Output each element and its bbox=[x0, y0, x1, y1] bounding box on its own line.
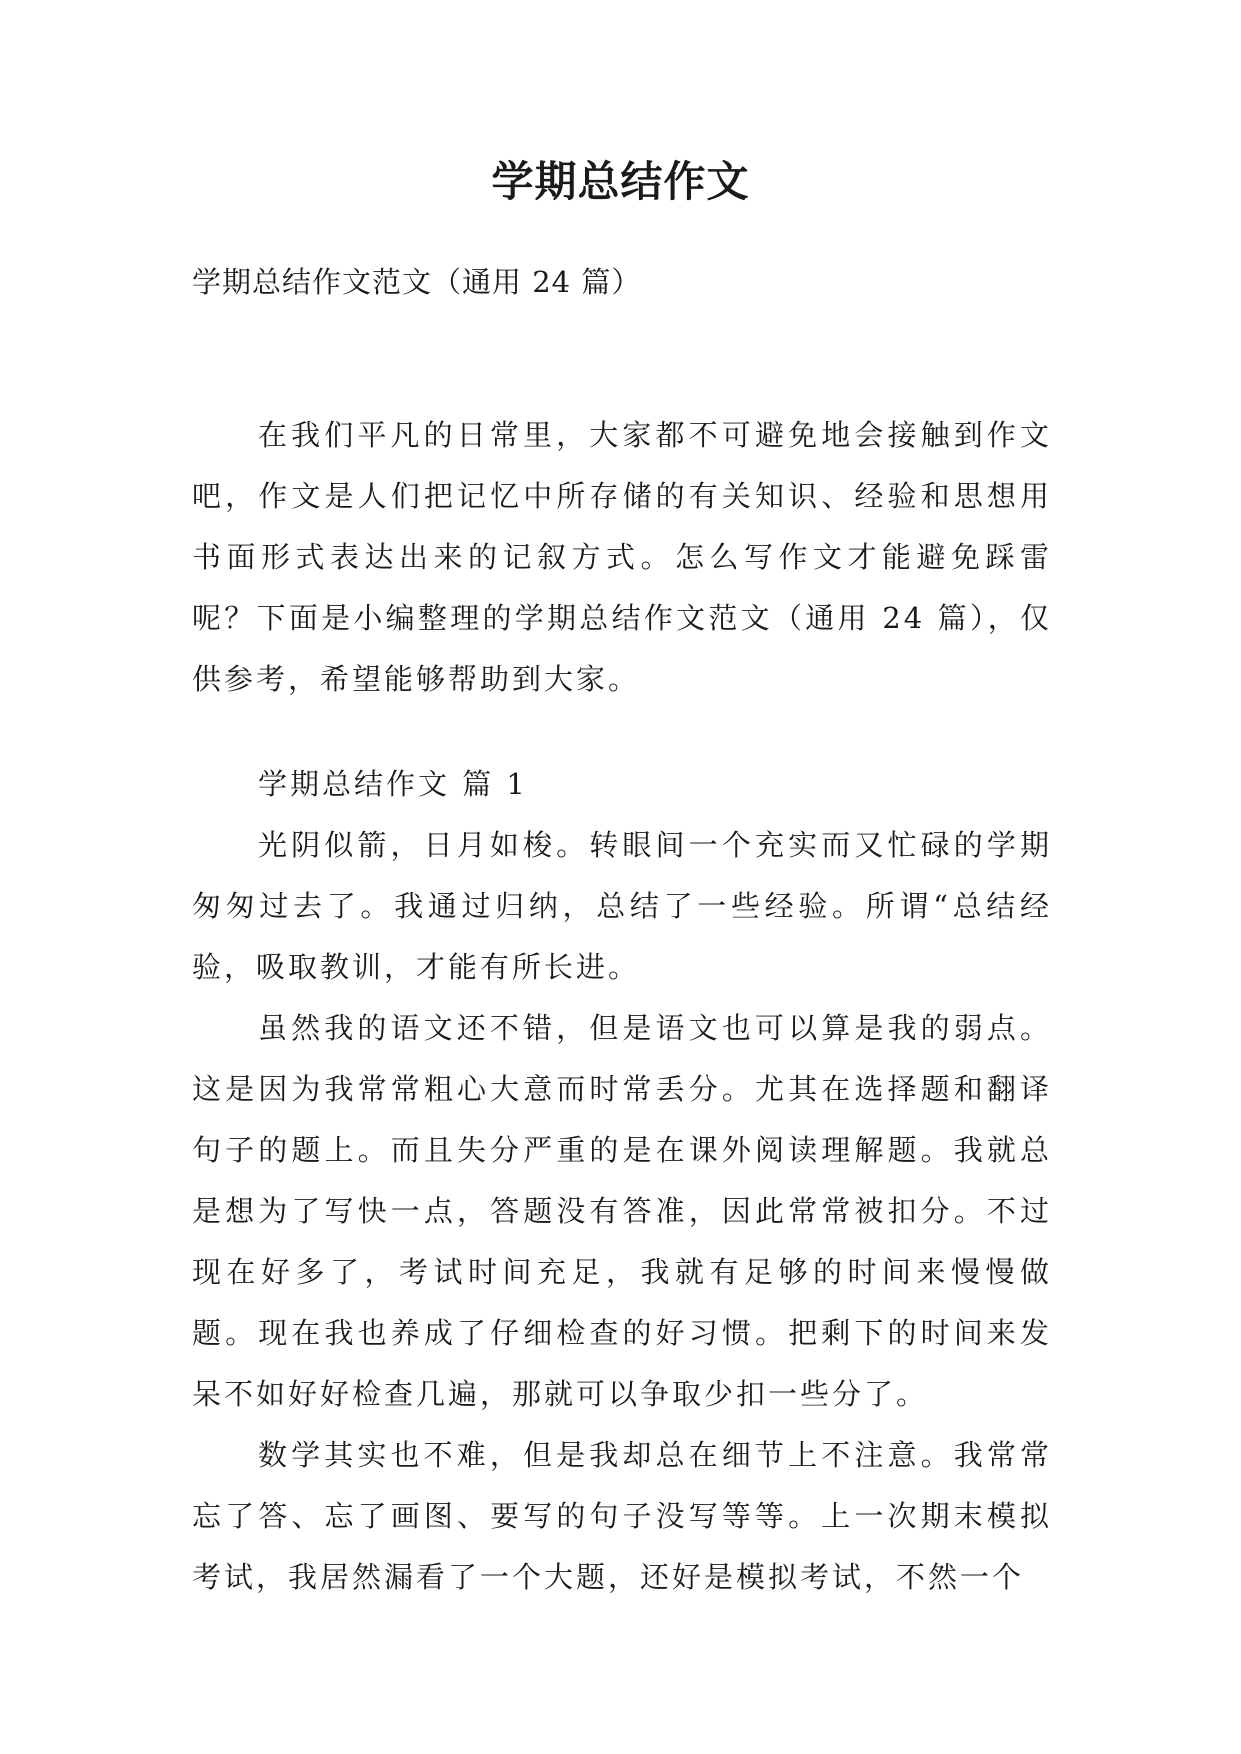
section-heading: 学期总结作文 篇 1 bbox=[258, 767, 528, 801]
body-paragraph: 光阴似箭，日月如梭。转眼间一个充实而又忙碌的学期匆匆过去了。我通过归纳，总结了一些经验。所谓“总结经验，吸取教训，才能有所长进。 bbox=[192, 828, 1052, 984]
document-title: 学期总结作文 bbox=[491, 157, 750, 206]
section-1 bbox=[192, 754, 1052, 1608]
intro-paragraph: 在我们平凡的日常里，大家都不可避免地会接触到作文吧，作文是人们把记忆中所存储的有关知识、经验和思想用书面形式表达出来的记叙方式。怎么写作文才能避免踩雷呢？下面是小编整理的学期总结作文范文（通用 24 篇），仅供参考，希望能够帮助到大家。 bbox=[192, 418, 1052, 696]
intro-block bbox=[192, 405, 1052, 710]
body-paragraph: 数学其实也不难，但是我却总在细节上不注意。我常常忘了答、忘了画图、要写的句子没写等等。上一次期末模拟考试，我居然漏看了一个大题，还好是模拟考试，不然一个 bbox=[192, 1438, 1052, 1594]
body-paragraph: 虽然我的语文还不错，但是语文也可以算是我的弱点。这是因为我常常粗心大意而时常丢分。尤其在选择题和翻译句子的题上。而且失分严重的是在课外阅读理解题。我就总是想为了写快一点，答题没有答准，因此常常被扣分。不过现在好多了，考试时间充足，我就有足够的时间来慢慢做题。现在我也养成了仔细检查的好习惯。把剩下的时间来发呆不如好好检查几遍，那就可以争取少扣一些分了。 bbox=[192, 1011, 1052, 1411]
document-subtitle: 学期总结作文范文（通用 24 篇） bbox=[192, 265, 642, 299]
